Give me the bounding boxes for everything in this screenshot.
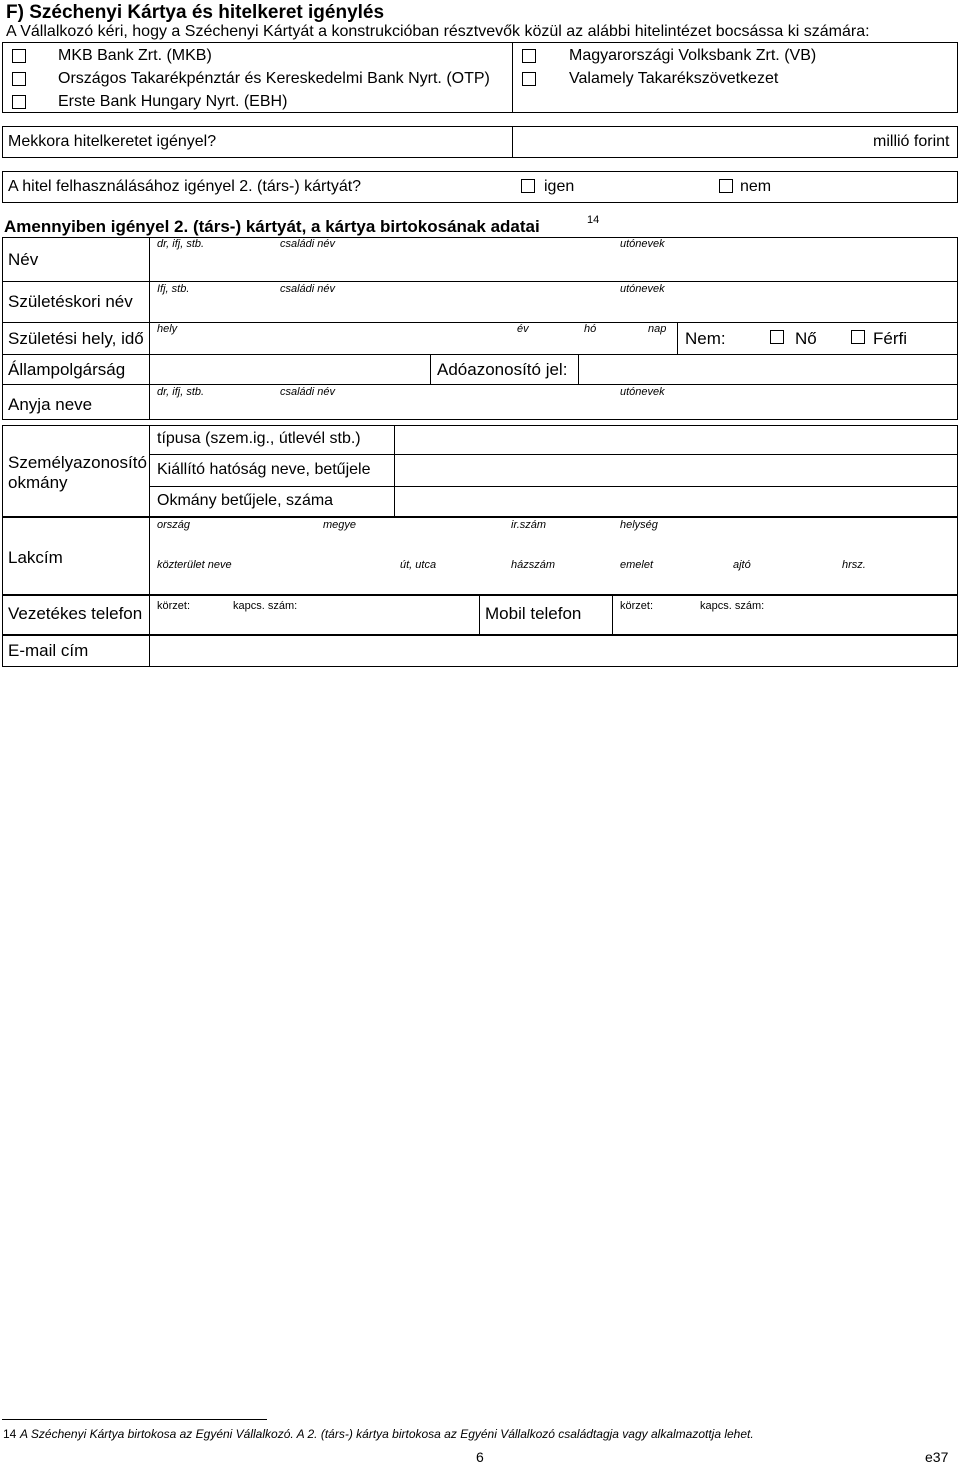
intro-text: A Vállalkozó kéri, hogy a Széchenyi Kártyát a konstrukcióban résztvevők közül az alábbi hitelintézet bocsássa ki számára: xyxy=(6,23,870,40)
id-type-label: típusa (szem.ig., útlevél stb.) xyxy=(157,430,361,447)
birth-name-prefix-hint: Ifj, stb. xyxy=(157,283,190,295)
id-issuer-field[interactable] xyxy=(396,456,956,485)
phone-number-hint: kapcs. szám: xyxy=(233,600,298,612)
birth-day-hint: nap xyxy=(648,323,667,335)
checkbox-takarek[interactable] xyxy=(522,72,536,86)
credit-divider xyxy=(512,126,513,158)
id-number-label: Okmány betűjele, száma xyxy=(157,492,334,509)
phone-area-hint: körzet: xyxy=(157,600,191,612)
footnote-separator xyxy=(2,1419,267,1420)
footnote-ref: 14 xyxy=(587,214,600,226)
email-label: E-mail cím xyxy=(8,641,89,660)
checkbox-female[interactable] xyxy=(770,330,784,344)
bank-divider xyxy=(512,42,513,113)
birth-name-family-hint: családi név xyxy=(280,283,336,295)
bank-ebh-label: Erste Bank Hungary Nyrt. (EBH) xyxy=(58,93,288,110)
address-house-hint: házszám xyxy=(511,559,556,571)
mother-field[interactable] xyxy=(151,399,956,418)
mother-label: Anyja neve xyxy=(8,395,93,414)
checkbox-second-card-yes[interactable] xyxy=(521,179,535,193)
name-prefix-hint: dr, ifj, stb. xyxy=(157,238,205,250)
sex-divider xyxy=(677,322,678,354)
id-number-field[interactable] xyxy=(396,488,956,515)
bank-takarek-label: Valamely Takarékszövetkezet xyxy=(569,70,779,87)
tax-id-field[interactable] xyxy=(580,356,956,383)
tax-divider-right xyxy=(578,354,579,384)
page-title: F) Széchenyi Kártya és hitelkeret igénylés xyxy=(6,2,385,23)
holder-heading: Amennyiben igényel 2. (társ-) kártyát, a kártya birtokosának adatai xyxy=(4,217,540,236)
birth-year-hint: év xyxy=(517,323,529,335)
citizenship-label: Állampolgárság xyxy=(8,360,126,379)
footnote-text: A Széchenyi Kártya birtokosa az Egyéni Vállalkozó. A 2. (társ-) kártya birtokosa az Egyéni Vállalkozó családtagja vagy alkalmazottja lehet. xyxy=(20,1427,754,1441)
id-row-divider xyxy=(149,486,958,487)
name-label: Név xyxy=(8,250,39,269)
mother-given-hint: utónevek xyxy=(620,386,665,398)
row-divider xyxy=(2,322,958,323)
birth-name-field[interactable] xyxy=(151,296,956,321)
address-line2-field[interactable] xyxy=(151,572,956,593)
birth-name-label: Születéskori név xyxy=(8,292,133,311)
id-issuer-label: Kiállító hatóság neve, betűjele xyxy=(157,461,371,478)
mother-prefix-hint: dr, ifj, stb. xyxy=(157,386,205,398)
bank-vb-label: Magyarországi Volksbank Zrt. (VB) xyxy=(569,47,817,64)
address-label-divider xyxy=(149,517,150,595)
second-card-yes-label: igen xyxy=(544,178,575,195)
male-label: Férfi xyxy=(873,329,907,348)
address-country-hint: ország xyxy=(157,519,191,531)
phone-label: Vezetékes telefon xyxy=(8,604,143,623)
address-street-type-hint: út, utca xyxy=(400,559,437,571)
checkbox-second-card-no[interactable] xyxy=(719,179,733,193)
id-document-label: Személyazonosító okmány xyxy=(8,453,147,492)
checkbox-otp[interactable] xyxy=(12,72,26,86)
birth-place-hint: hely xyxy=(157,323,178,335)
bank-mkb-label: MKB Bank Zrt. (MKB) xyxy=(58,47,212,64)
id-label-divider xyxy=(149,425,150,517)
birth-name-given-hint: utónevek xyxy=(620,283,665,295)
bank-otp-label: Országos Takarékpénztár és Kereskedelmi Bank Nyrt. (OTP) xyxy=(58,70,490,87)
mobile-field[interactable] xyxy=(614,614,956,633)
birth-place-date-field[interactable] xyxy=(151,336,675,353)
address-floor-hint: emelet xyxy=(620,559,654,571)
address-street-hint: közterület neve xyxy=(157,559,232,571)
name-family-hint: családi név xyxy=(280,238,336,250)
mother-family-hint: családi név xyxy=(280,386,336,398)
mobile-area-hint: körzet: xyxy=(620,600,654,612)
birth-month-hint: hó xyxy=(584,323,597,335)
address-county-hint: megye xyxy=(323,519,357,531)
mobile-divider-left xyxy=(479,595,480,635)
birth-place-label: Születési hely, idő xyxy=(8,329,144,348)
form-code: e37 xyxy=(925,1449,949,1465)
footnote-number: 14 xyxy=(3,1427,17,1441)
id-type-field[interactable] xyxy=(396,427,956,453)
checkbox-male[interactable] xyxy=(851,330,865,344)
name-field[interactable] xyxy=(151,252,956,280)
email-label-divider xyxy=(149,635,150,667)
address-zip-hint: ir.szám xyxy=(511,519,547,531)
id-row-divider xyxy=(149,454,958,455)
row-divider xyxy=(2,281,958,282)
row-divider xyxy=(2,384,958,385)
sex-label: Nem: xyxy=(685,329,726,348)
second-card-no-label: nem xyxy=(740,178,772,195)
checkbox-vb[interactable] xyxy=(522,49,536,63)
address-label: Lakcím xyxy=(8,548,63,567)
tax-divider-left xyxy=(430,354,431,384)
row-divider xyxy=(2,354,958,355)
mobile-number-hint: kapcs. szám: xyxy=(700,600,765,612)
id-value-divider xyxy=(394,425,395,517)
checkbox-ebh[interactable] xyxy=(12,95,26,109)
address-lot-hint: hrsz. xyxy=(842,559,866,571)
credit-question: Mekkora hitelkeretet igényel? xyxy=(8,133,217,150)
mobile-divider-right xyxy=(612,595,613,635)
email-field[interactable] xyxy=(151,637,956,665)
checkbox-mkb[interactable] xyxy=(12,49,26,63)
address-city-hint: helység xyxy=(620,519,658,531)
mobile-label: Mobil telefon xyxy=(485,604,582,623)
name-given-hint: utónevek xyxy=(620,238,665,250)
label-column-divider xyxy=(149,237,150,420)
address-line1-field[interactable] xyxy=(151,532,956,554)
citizenship-field[interactable] xyxy=(151,356,428,383)
page-number: 6 xyxy=(476,1449,484,1465)
credit-unit: millió forint xyxy=(873,133,950,150)
address-door-hint: ajtó xyxy=(733,559,751,571)
tax-id-label: Adóazonosító jel: xyxy=(437,360,568,379)
phone-label-divider xyxy=(149,595,150,635)
female-label: Nő xyxy=(795,329,817,348)
second-card-question: A hitel felhasználásához igényel 2. (társ-) kártyát? xyxy=(8,178,362,195)
credit-amount-field[interactable] xyxy=(514,128,869,156)
phone-field[interactable] xyxy=(151,614,477,633)
